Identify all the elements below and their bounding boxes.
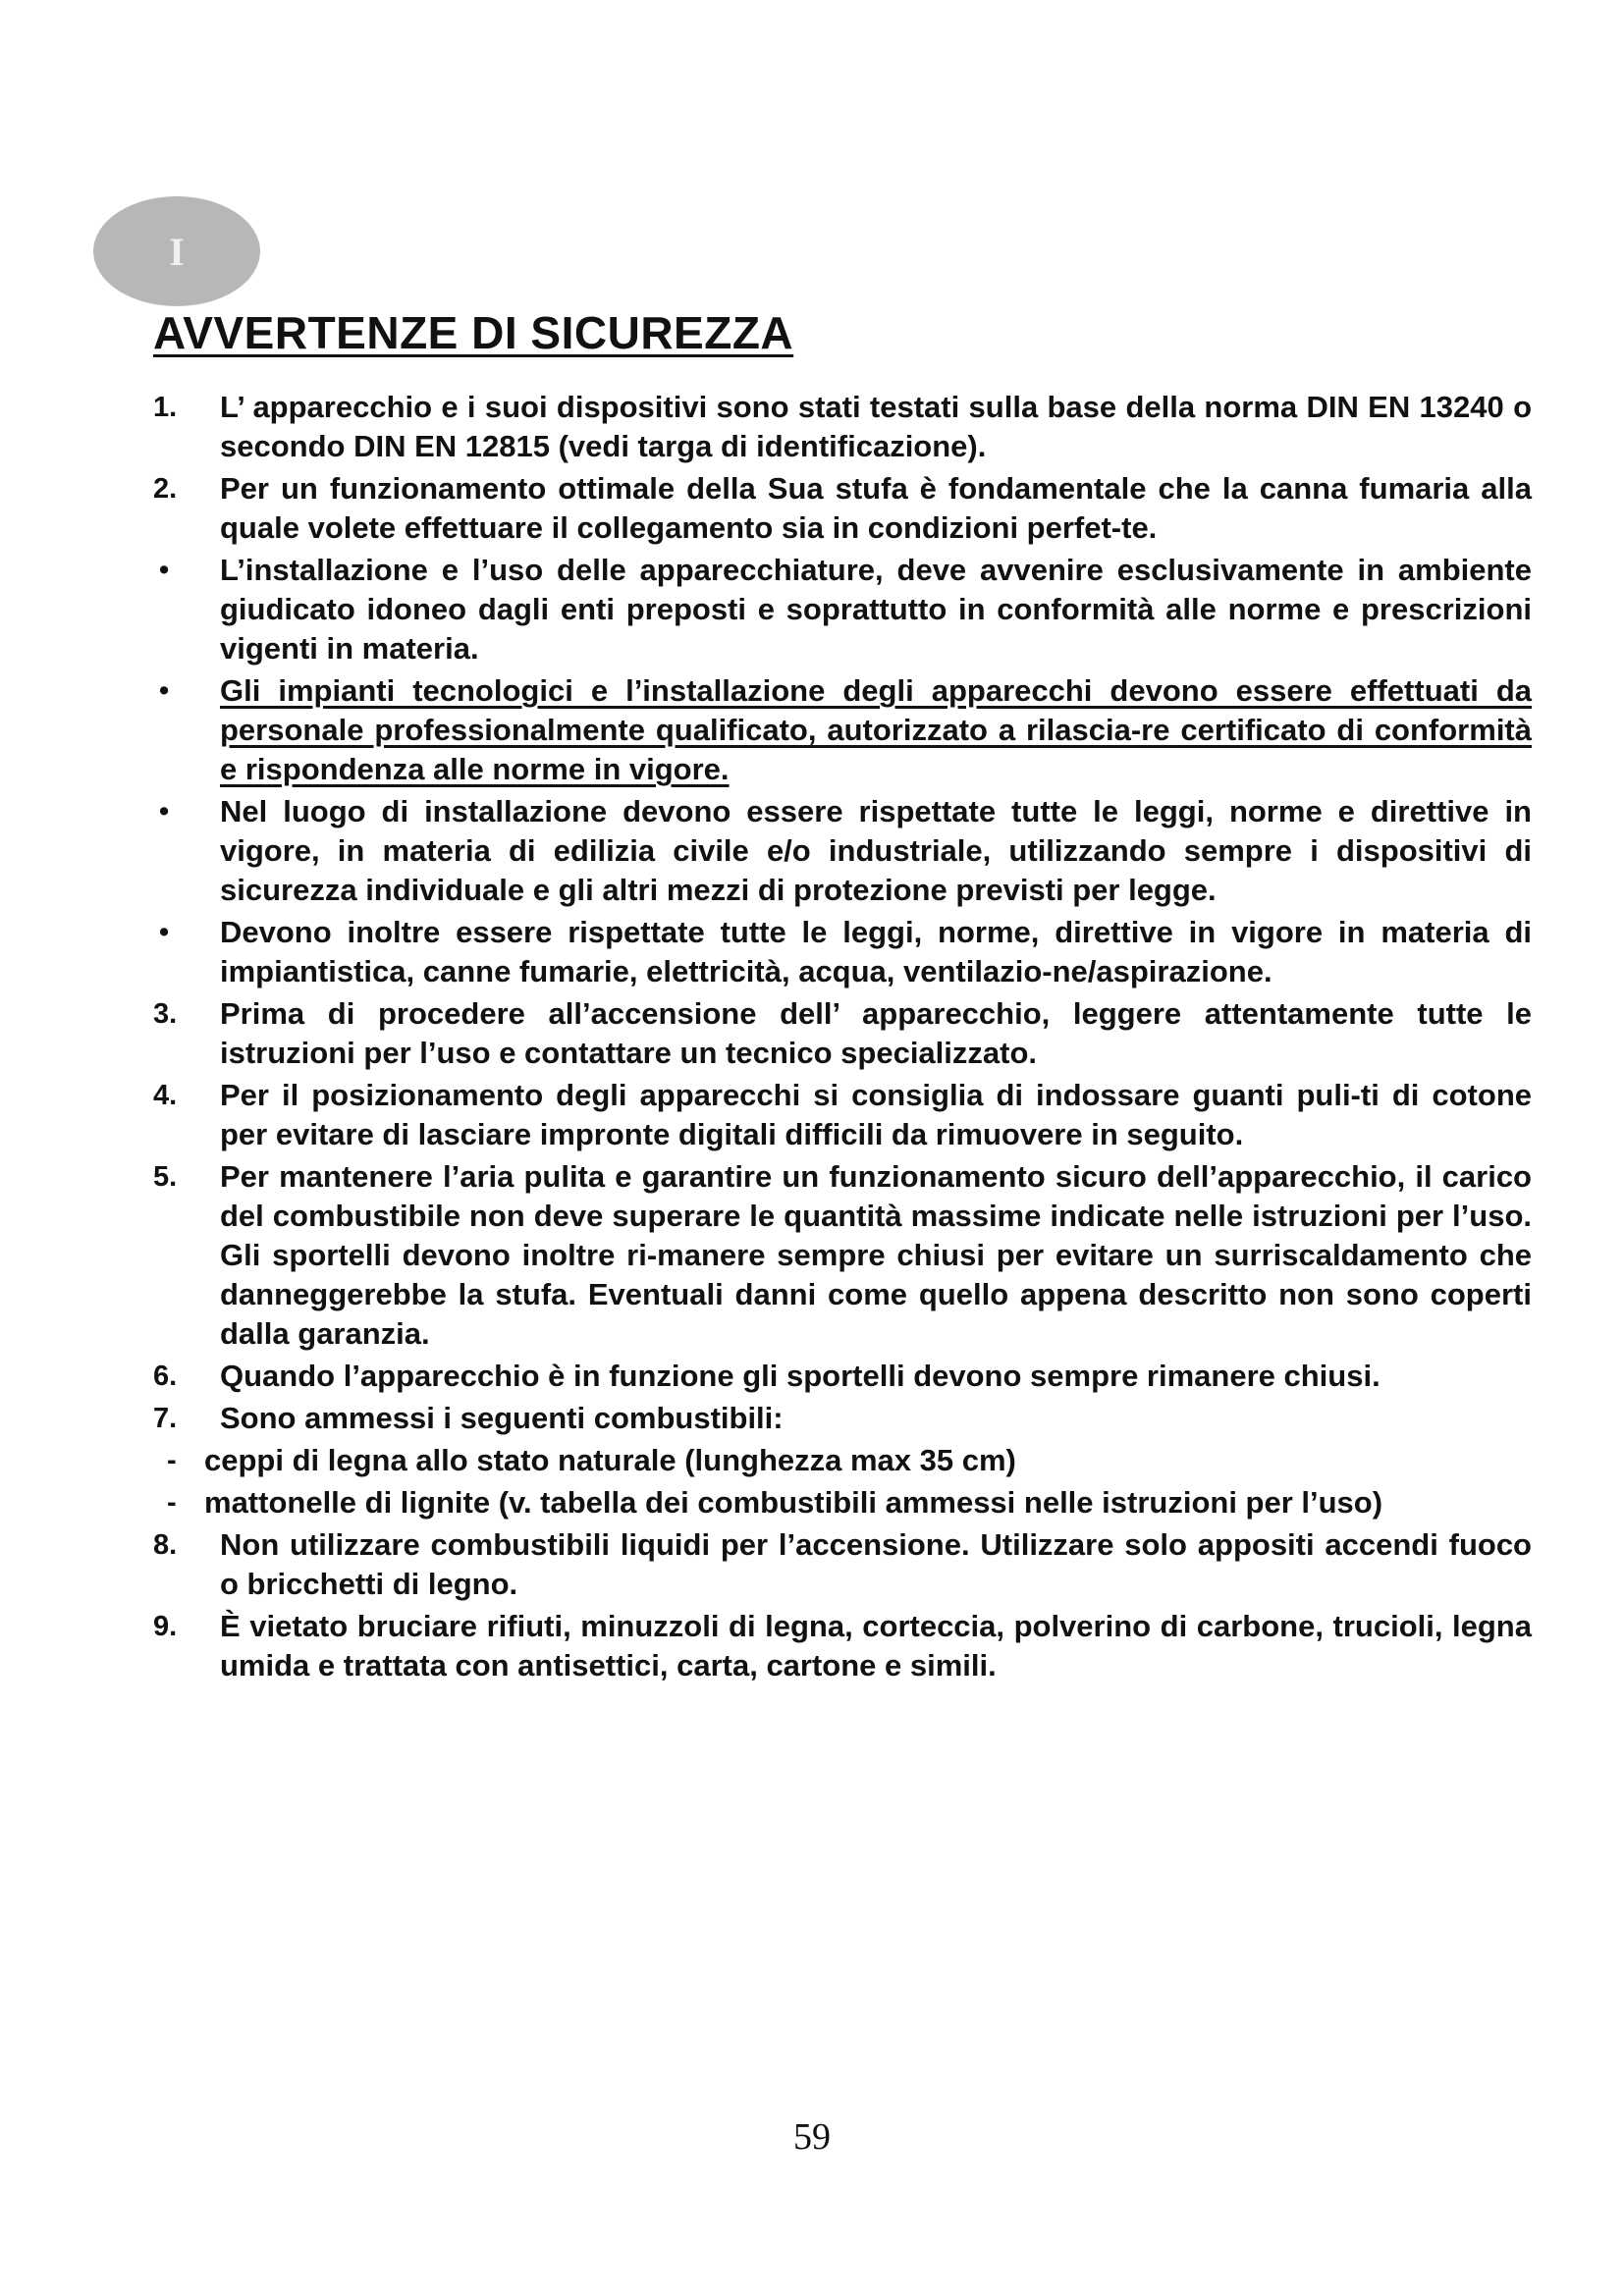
item-text: ceppi di legna allo stato naturale (lunghezza max 35 cm) — [204, 1443, 1016, 1477]
warning-item — [147, 1607, 1532, 1685]
warning-item — [147, 1076, 1532, 1154]
dash-marker: - — [167, 1487, 177, 1519]
dash-marker: - — [167, 1445, 177, 1476]
warning-item — [147, 1441, 1532, 1480]
item-number: 3. — [153, 998, 178, 1030]
item-text: Per il posizionamento degli apparecchi si consiglia di indossare guanti puli-ti di cotone per evitare di lasciare impronte digitali difficili da rimuovere in seguito. — [220, 1078, 1532, 1151]
warning-item — [147, 792, 1532, 910]
warning-item — [147, 1357, 1532, 1396]
item-text: mattonelle di lignite (v. tabella dei combustibili ammessi nelle istruzioni per l’uso) — [204, 1485, 1383, 1520]
bullet-marker: • — [159, 917, 170, 948]
page-number: 59 — [793, 2116, 831, 2158]
item-number: 9. — [153, 1611, 178, 1642]
item-text: Quando l’apparecchio è in funzione gli sportelli devono sempre rimanere chiusi. — [220, 1359, 1380, 1393]
item-number: 1. — [153, 392, 178, 423]
item-text: Per mantenere l’aria pulita e garantire un funzionamento sicuro dell’apparecchio, il carico del combustibile non deve superare le quantità massime indicate nelle istruzioni per l’uso. Gli sportelli devono inoltre ri-manere sempre chiusi per evitare un surriscaldamento che danneggerebbe la stufa. Eventuali danni come quello appena descritto non sono coperti dalla garanzia. — [220, 1159, 1532, 1351]
item-text: Per un funzionamento ottimale della Sua stufa è fondamentale che la canna fumaria alla quale volete effettuare il collegamento sia in condizioni perfet-te. — [220, 471, 1532, 545]
item-number: 5. — [153, 1161, 178, 1193]
item-number: 4. — [153, 1080, 178, 1111]
warning-item — [147, 1525, 1532, 1604]
warning-item — [147, 994, 1532, 1073]
warning-item — [147, 551, 1532, 668]
language-letter: I — [169, 229, 185, 274]
warning-item — [147, 913, 1532, 991]
bullet-marker: • — [159, 796, 170, 828]
warning-item — [147, 388, 1532, 466]
item-text: Prima di procedere all’accensione dell’ apparecchio, leggere attentamente tutte le istruzioni per l’uso e contattare un tecnico specializzato. — [220, 996, 1532, 1070]
item-text: Non utilizzare combustibili liquidi per l’accensione. Utilizzare solo appositi accendi fuoco o bricchetti di legno. — [220, 1527, 1532, 1601]
language-badge — [93, 196, 260, 306]
page-title: AVVERTENZE DI SICUREZZA — [153, 307, 794, 358]
warning-item — [147, 469, 1532, 548]
item-number: 2. — [153, 473, 178, 505]
safety-warnings-list — [147, 388, 1532, 1688]
item-number: 7. — [153, 1403, 178, 1434]
item-number: 6. — [153, 1361, 178, 1392]
bullet-marker: • — [159, 675, 170, 707]
item-text: L’ apparecchio e i suoi dispositivi sono stati testati sulla base della norma DIN EN 13240 o secondo DIN EN 12815 (vedi targa di identificazione). — [220, 390, 1532, 463]
item-text: Devono inoltre essere rispettate tutte le leggi, norme, direttive in vigore in materia di impiantistica, canne fumarie, elettricità, acqua, ventilazio-ne/aspirazione. — [220, 915, 1532, 988]
item-number: 8. — [153, 1529, 178, 1561]
warning-item — [147, 1157, 1532, 1354]
warning-item — [147, 1483, 1532, 1522]
warning-item — [147, 1399, 1532, 1438]
item-text: Sono ammessi i seguenti combustibili: — [220, 1401, 784, 1435]
item-text: Nel luogo di installazione devono essere rispettate tutte le leggi, norme e direttive in vigore, in materia di edilizia civile e/o industriale, utilizzando sempre i dispositivi di sicurezza individuale e gli altri mezzi di protezione previsti per legge. — [220, 794, 1532, 907]
warning-item — [147, 671, 1532, 789]
item-text: L’installazione e l’uso delle apparecchiature, deve avvenire esclusivamente in ambiente giudicato idoneo dagli enti preposti e soprattutto in conformità alle norme e prescrizioni vigenti in materia. — [220, 553, 1532, 666]
bullet-marker: • — [159, 555, 170, 586]
item-text: Gli impianti tecnologici e l’installazione degli apparecchi devono essere effettuati da personale professionalmente qualificato, autorizzato a rilascia-re certificato di conformità e rispondenza alle norme in vigore. — [220, 673, 1532, 786]
item-text: È vietato bruciare rifiuti, minuzzoli di legna, corteccia, polverino di carbone, trucioli, legna umida e trattata con antisettici, carta, cartone e simili. — [220, 1609, 1532, 1682]
